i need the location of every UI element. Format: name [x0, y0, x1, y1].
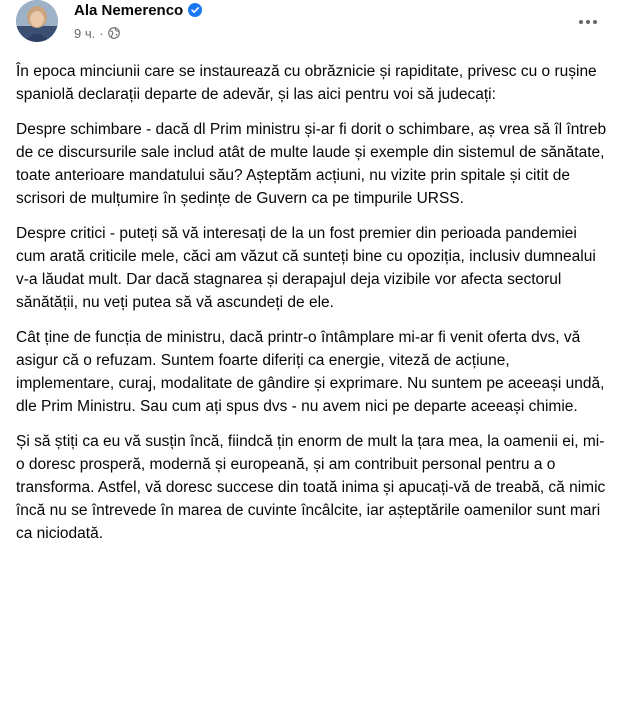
more-options-icon: [578, 19, 598, 25]
post-text: [16, 60, 610, 557]
post-header: [0, 0, 624, 56]
meta-separator: ·: [99, 25, 104, 41]
author-row: [74, 0, 202, 20]
post-meta: [74, 24, 120, 42]
post-paragraph: Și să știți ca eu vă susțin încă, fiindcă țin enorm de mult la țara mea, la oamenii ei, mi-o doresc prosperă, modernă și europeană, și am contribuit personal pentru a o transforma. Astfel, vă doresc succese din toată inima și apucați-vă de treabă, că nimic încă nu se întrevede în marea de cuvinte încâlcite, iar așteptările oamenilor sunt mari ca niciodată.: [16, 433, 606, 542]
post-timestamp[interactable]: 9 ч.: [74, 25, 96, 41]
more-options-button[interactable]: [570, 4, 606, 40]
post-paragraph: Despre schimbare - dacă dl Prim ministru și-ar fi dorit o schimbare, aș vrea să îl întreb de ce discursurile sale includ atât de multe laude și exemple din sistemul de sănătate, toate anterioare mandatului său? Așteptăm acțiuni, nu vizite prin spitale și citit de scrisori de mulțumire în ședințe de Guvern ca pe timpurile URSS.: [16, 121, 607, 207]
post-paragraph: Cât ține de funcția de ministru, dacă printr-o întâmplare mi-ar fi venit oferta dvs, vă asigur că o refuzam. Suntem foarte diferiți ca energie, viteză de acțiune, implementare, curaj, modalitate de gândire și exprimare. Nu suntem pe aceeași undă, dle Prim Ministru. Sau cum ați spus dvs - nu avem nici pe departe aceeași chimie.: [16, 329, 605, 415]
post-paragraph: În epoca minciunii care se instaurează cu obrăznicie și rapiditate, privesc cu o rușine spaniolă declarații departe de adevăr, și las aici pentru voi să judecați:: [16, 63, 597, 103]
verified-badge-icon: [188, 3, 202, 17]
avatar-image: [16, 0, 58, 42]
author-name[interactable]: Ala Nemerenco: [74, 1, 184, 19]
post-paragraph: Despre critici - puteți să vă interesați de la un fost premier din perioada pandemiei cum arată criticile mele, căci am văzut că sunteți bine cu opoziția, inclusiv dumnealui v-a lăudat mult. Dar dacă stagnarea și derapajul deja vizibile vor afecta sectorul sănătății, nu veți putea să vă ascundeți de ele.: [16, 225, 596, 311]
avatar[interactable]: [16, 0, 58, 42]
globe-icon[interactable]: [108, 27, 120, 39]
